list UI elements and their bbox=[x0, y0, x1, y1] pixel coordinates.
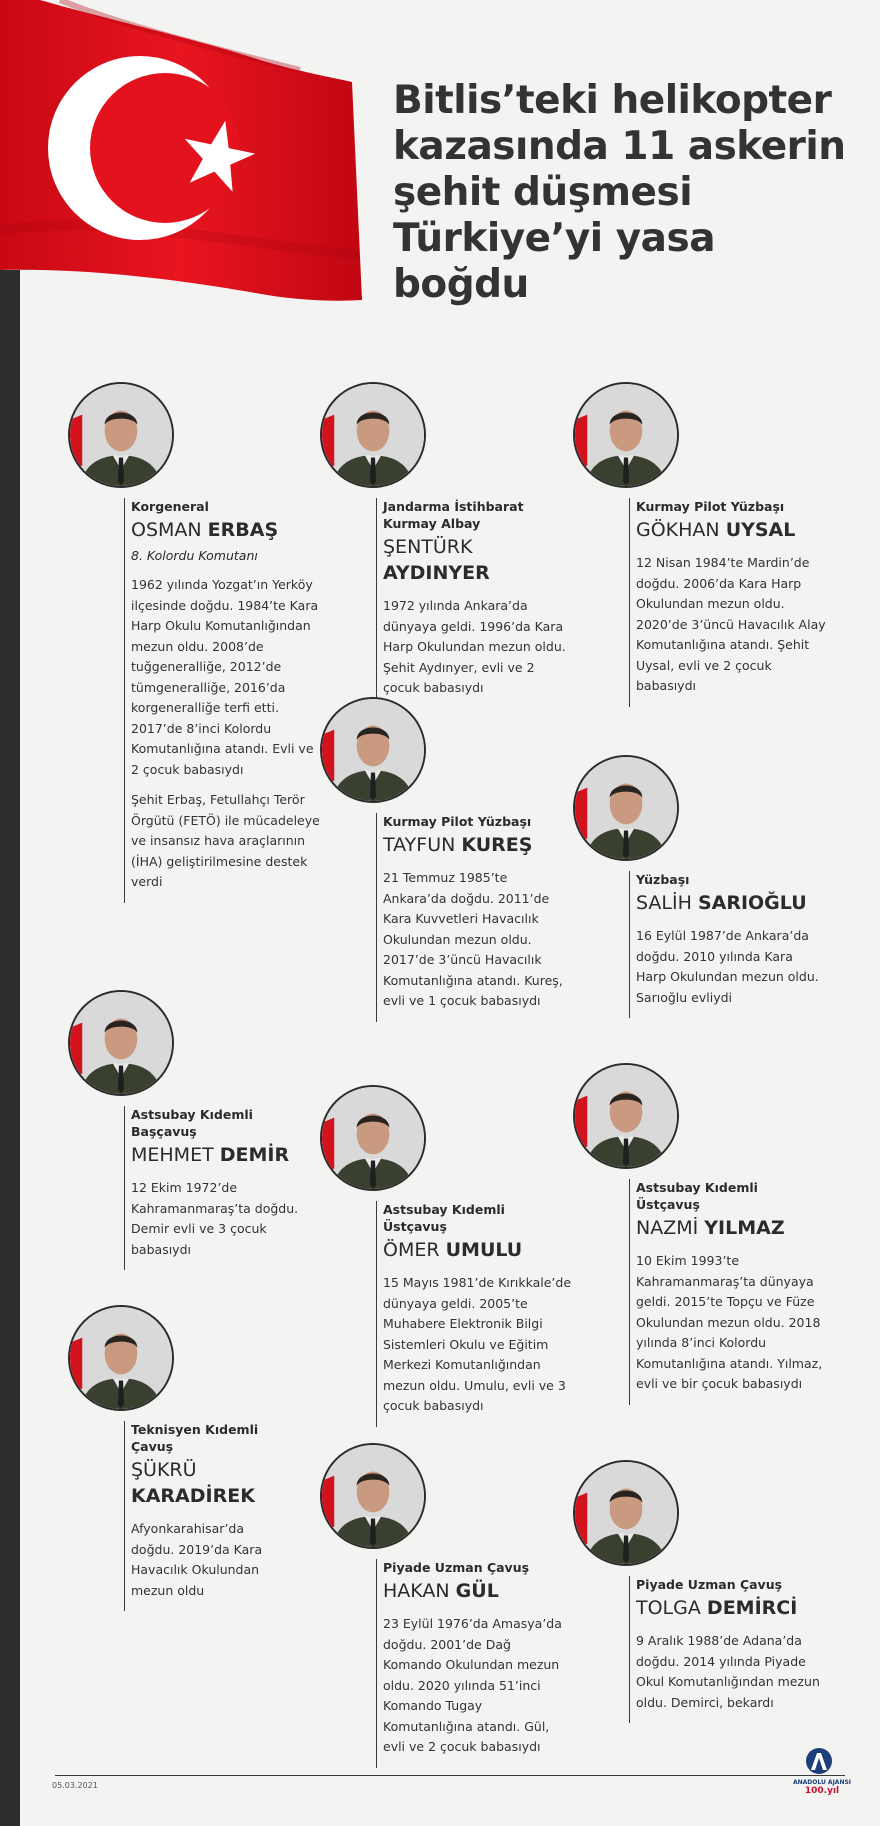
soldier-name bbox=[131, 1142, 321, 1168]
soldier-info bbox=[629, 1179, 826, 1405]
last-name: SARIOĞLU bbox=[697, 892, 807, 914]
soldier-rank: Piyade Uzman Çavuş bbox=[383, 1560, 530, 1575]
first-name: OSMAN bbox=[131, 519, 202, 541]
bio-paragraph: 15 Mayıs 1981’de Kırıkkale’de dünyaya geldi. 2005’te Muhabere Elektronik Bilgi Sistemleri Okulu ve Eğitim Merkezi Komutanlığından mezun oldu. Umulu, evli ve 3 çocuk babasıydı bbox=[383, 1275, 572, 1413]
first-name: MEHMET bbox=[131, 1144, 214, 1166]
soldier-bio bbox=[383, 868, 573, 1012]
soldier-photo bbox=[320, 1085, 426, 1191]
soldier-unit: 8. Kolordu Komutanı bbox=[131, 548, 258, 563]
last-name: DEMİR bbox=[219, 1144, 290, 1166]
soldier-name bbox=[131, 1457, 281, 1509]
soldier-info bbox=[629, 498, 826, 707]
last-name: KARADİREK bbox=[131, 1485, 255, 1507]
portrait-icon bbox=[322, 1087, 424, 1189]
bio-paragraph: 9 Aralık 1988’de Adana’da doğdu. 2014 yılında Piyade Okul Komutanlığından mezun oldu. Demirci, bekardı bbox=[636, 1633, 820, 1710]
last-name: YILMAZ bbox=[704, 1217, 785, 1239]
portrait-icon bbox=[322, 1445, 424, 1547]
soldier-bio bbox=[636, 1631, 826, 1713]
soldier-info bbox=[124, 498, 321, 903]
soldier-rank: Kurmay Pilot Yüzbaşı bbox=[383, 814, 532, 829]
last-name: AYDINYER bbox=[383, 562, 490, 584]
portrait-icon bbox=[322, 384, 424, 486]
bio-paragraph: 1962 yılında Yozgat’ın Yerköy ilçesinde doğdu. 1984’te Kara Harp Okulu Komutanlığından mezun oldu. 2008’de tuğgeneralliğe, 2012’de tümgeneralliğe, 2016’da korgeneralliğe terfi etti. 2017’de 8’inci Kolordu Komutanlığına atandı. Evli ve 2 çocuk babasıydı bbox=[131, 577, 319, 777]
bio-paragraph: Şehit Erbaş, Fetullahçı Terör Örgütü (FETÖ) ile mücadeleye ve insansız hava araçlarının (İHA) geliştirilmesine destek verdi bbox=[131, 792, 320, 889]
bio-paragraph: 12 Ekim 1972’de Kahramanmaraş’ta doğdu. Demir evli ve 3 çocuk babasıydı bbox=[131, 1180, 299, 1257]
soldier-name bbox=[383, 534, 573, 586]
last-name: DEMİRCİ bbox=[706, 1597, 798, 1619]
soldier-bio bbox=[383, 1614, 573, 1758]
bio-paragraph: 21 Temmuz 1985’te Ankara’da doğdu. 2011’de Kara Kuvvetleri Havacılık Okulundan mezun oldu. 2017’de 3’üncü Havacılık Komutanlığına atandı. Kureş, evli ve 1 çocuk babasıydı bbox=[383, 870, 563, 1008]
portrait-icon bbox=[70, 384, 172, 486]
anadolu-agency-logo bbox=[792, 1745, 852, 1799]
soldier-photo bbox=[320, 382, 426, 488]
soldier-info bbox=[124, 1106, 321, 1270]
portrait-icon bbox=[322, 699, 424, 801]
soldier-name bbox=[636, 1215, 826, 1241]
soldier-rank: Yüzbaşı bbox=[636, 872, 690, 887]
soldier-info bbox=[376, 1201, 573, 1427]
soldier-info bbox=[376, 498, 573, 709]
soldier-name bbox=[636, 517, 826, 543]
soldier-bio bbox=[636, 926, 826, 1008]
bio-paragraph: 12 Nisan 1984’te Mardin’de doğdu. 2006’da Kara Harp Okulundan mezun oldu. 2020’de 3’üncü Havacılık Alay Komutanlığına atandı. Şehit Uysal, evli ve 2 çocuk babasıydı bbox=[636, 555, 826, 693]
page-title: Bitlis’teki helikopter kazasında 11 askerin şehit düşmesi Türkiye’yi yasa boğdu bbox=[393, 78, 846, 307]
soldier-name bbox=[383, 832, 573, 858]
footer-divider bbox=[55, 1775, 845, 1776]
first-name: HAKAN bbox=[383, 1580, 450, 1602]
first-name: ŞÜKRÜ bbox=[131, 1459, 197, 1481]
soldier-rank: Kurmay Pilot Yüzbaşı bbox=[636, 499, 785, 514]
last-name: GÜL bbox=[455, 1580, 499, 1602]
first-name: ŞENTÜRK bbox=[383, 536, 473, 558]
last-name: UYSAL bbox=[725, 519, 796, 541]
soldier-photo bbox=[68, 990, 174, 1096]
last-name: UMULU bbox=[445, 1239, 523, 1261]
soldier-bio bbox=[383, 1273, 573, 1417]
soldier-photo bbox=[573, 1063, 679, 1169]
soldier-info bbox=[629, 1576, 826, 1723]
soldier-photo bbox=[573, 755, 679, 861]
soldier-bio bbox=[131, 575, 321, 893]
soldier-bio bbox=[383, 596, 573, 699]
portrait-icon bbox=[575, 384, 677, 486]
first-name: TAYFUN bbox=[383, 834, 456, 856]
portrait-icon bbox=[575, 1462, 677, 1564]
soldier-name bbox=[131, 517, 321, 543]
logo-name: ANADOLU AJANSI bbox=[792, 1779, 852, 1786]
soldier-name bbox=[636, 1595, 826, 1621]
soldier-rank: Teknisyen Kıdemli Çavuş bbox=[131, 1422, 259, 1454]
bio-paragraph: Afyonkarahisar’da doğdu. 2019’da Kara Havacılık Okulundan mezun oldu bbox=[131, 1521, 263, 1598]
turkish-flag bbox=[0, 0, 370, 310]
soldier-info bbox=[376, 1559, 573, 1768]
soldier-photo bbox=[573, 382, 679, 488]
soldier-photo bbox=[320, 1443, 426, 1549]
soldier-bio bbox=[131, 1519, 281, 1601]
last-name: KUREŞ bbox=[461, 834, 533, 856]
soldier-photo bbox=[320, 697, 426, 803]
bio-paragraph: 10 Ekim 1993’te Kahramanmaraş’ta dünyaya geldi. 2015’te Topçu ve Füze Okulundan mezun oldu. 2018 yılında 8’inci Kolordu Komutanlığına atandı. Yılmaz, evli ve bir çocuk babasıydı bbox=[636, 1253, 823, 1391]
soldier-rank: Korgeneral bbox=[131, 499, 209, 514]
soldier-rank: Piyade Uzman Çavuş bbox=[636, 1577, 783, 1592]
last-name: ERBAŞ bbox=[207, 519, 279, 541]
soldier-rank: Astsubay Kıdemli Başçavuş bbox=[131, 1107, 253, 1139]
soldier-info bbox=[629, 871, 826, 1018]
portrait-icon bbox=[70, 1307, 172, 1409]
left-dark-bar bbox=[0, 270, 20, 1826]
soldier-bio bbox=[636, 1251, 826, 1395]
soldier-info bbox=[124, 1421, 281, 1611]
soldier-rank: Jandarma İstihbarat Kurmay Albay bbox=[383, 499, 524, 531]
bio-paragraph: 16 Eylül 1987’de Ankara’da doğdu. 2010 yılında Kara Harp Okulundan mezun oldu. Sarıoğlu evliydi bbox=[636, 928, 819, 1005]
soldier-photo bbox=[573, 1460, 679, 1566]
soldier-bio bbox=[131, 1178, 321, 1260]
portrait-icon bbox=[575, 1065, 677, 1167]
bio-paragraph: 23 Eylül 1976’da Amasya’da doğdu. 2001’de Dağ Komando Okulundan mezun oldu. 2020 yılında 51’inci Komando Tugay Komutanlığına atandı. Gül, evli ve 2 çocuk babasıydı bbox=[383, 1616, 562, 1754]
logo-anniversary: 100.yıl bbox=[804, 1786, 840, 1796]
portrait-icon bbox=[575, 757, 677, 859]
portrait-icon bbox=[70, 992, 172, 1094]
first-name: SALİH bbox=[636, 892, 692, 914]
first-name: ÖMER bbox=[383, 1239, 440, 1261]
soldier-bio bbox=[636, 553, 826, 697]
soldier-photo bbox=[68, 1305, 174, 1411]
soldier-rank: Astsubay Kıdemli Üstçavuş bbox=[383, 1202, 505, 1234]
bio-paragraph: 1972 yılında Ankara’da dünyaya geldi. 1996’da Kara Harp Okulundan mezun oldu. Şehit Aydınyer, evli ve 2 çocuk babasıydı bbox=[383, 598, 566, 695]
soldier-name bbox=[383, 1237, 573, 1263]
first-name: TOLGA bbox=[636, 1597, 701, 1619]
soldier-photo bbox=[68, 382, 174, 488]
aa-logo-icon bbox=[792, 1745, 846, 1775]
soldier-rank: Astsubay Kıdemli Üstçavuş bbox=[636, 1180, 758, 1212]
first-name: NAZMİ bbox=[636, 1217, 699, 1239]
soldier-info bbox=[376, 813, 573, 1022]
first-name: GÖKHAN bbox=[636, 519, 720, 541]
soldier-name bbox=[383, 1578, 573, 1604]
soldier-name bbox=[636, 890, 826, 916]
publish-date: 05.03.2021 bbox=[52, 1781, 98, 1790]
